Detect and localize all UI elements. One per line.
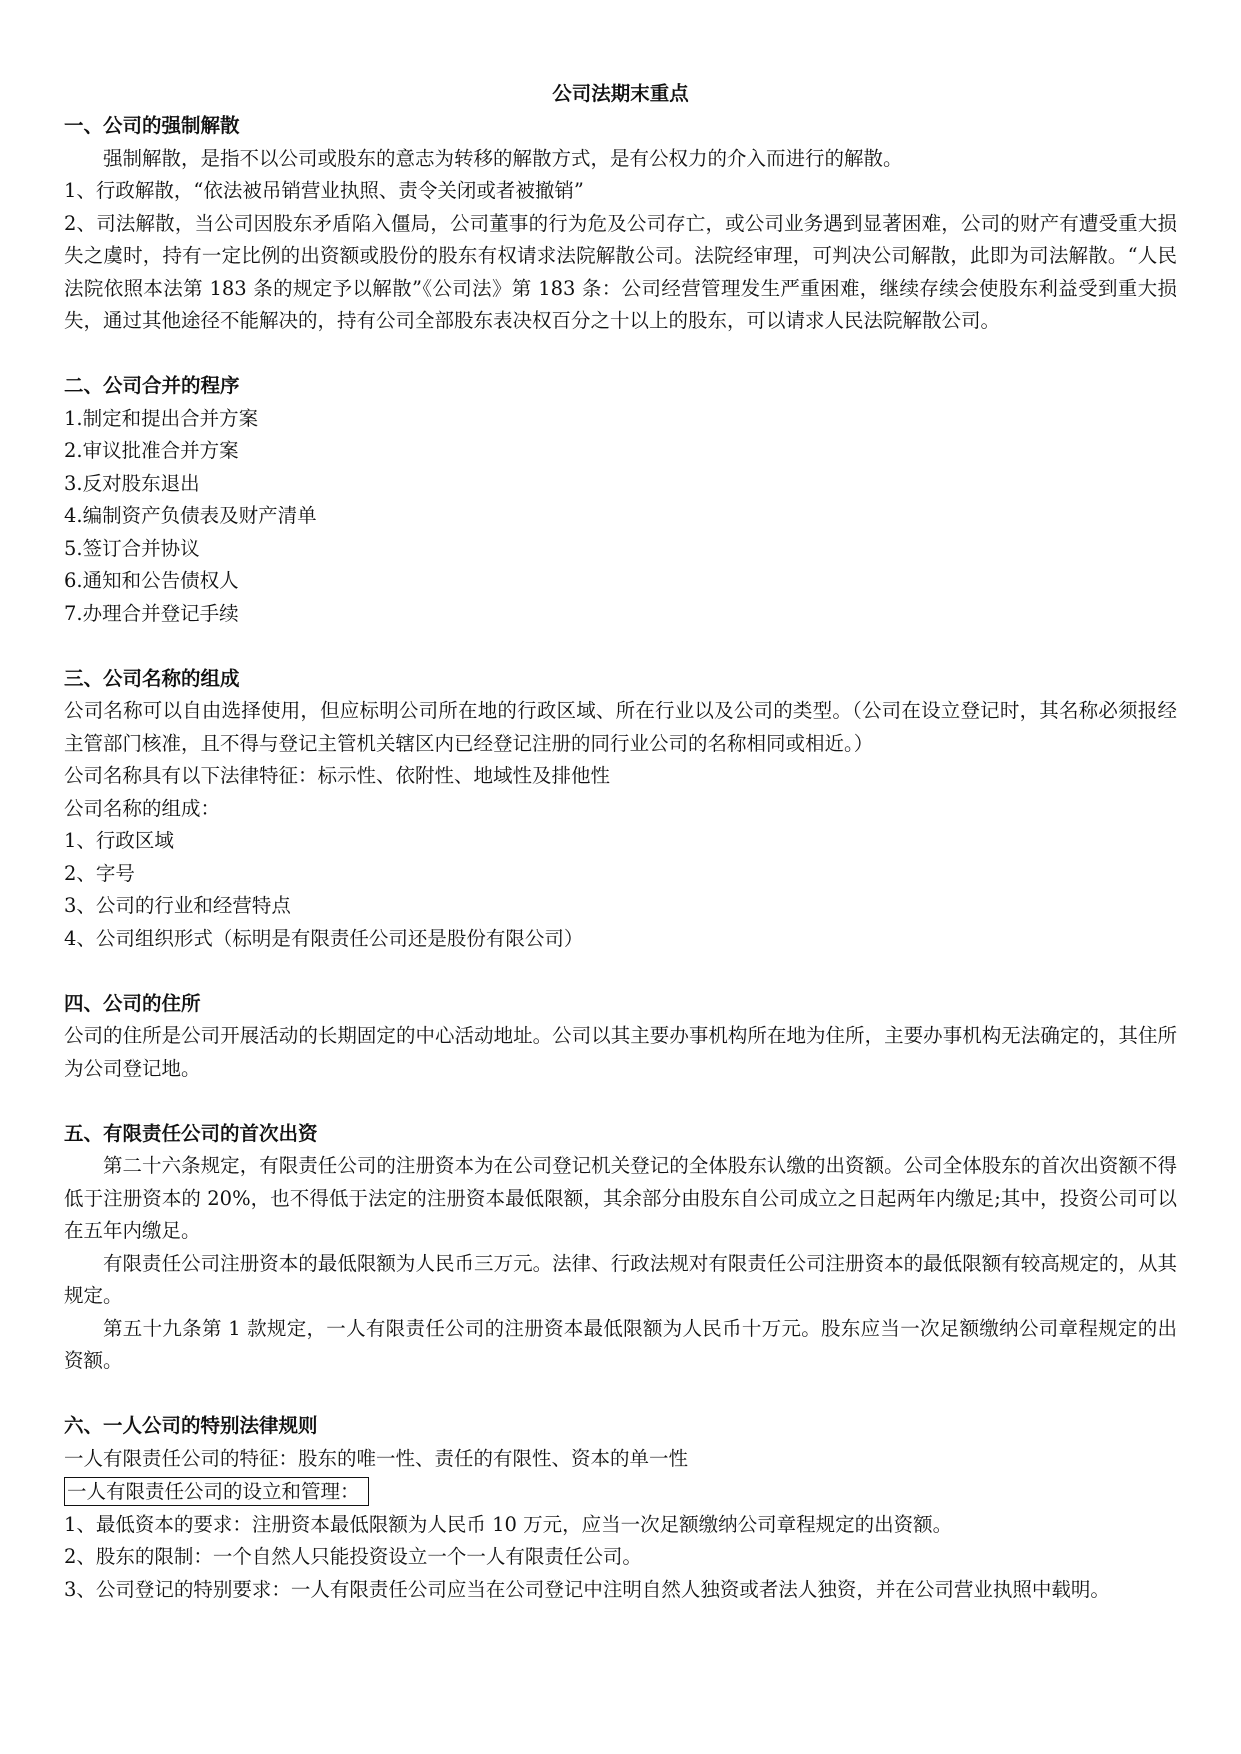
spacer bbox=[64, 630, 1177, 663]
list-item: 6.通知和公告债权人 bbox=[64, 569, 239, 592]
list-item: 3、公司登记的特别要求：一人有限责任公司应当在公司登记中注明自然人独资或者法人独资，并在公司营业执照中载明。 bbox=[64, 1577, 1110, 1601]
section-5-paragraph-2: 有限责任公司注册资本的最低限额为人民币三万元。法律、行政法规对有限责任公司注册资本的最低限额有较高规定的，从其规定。 bbox=[64, 1251, 1177, 1307]
section-3 bbox=[64, 663, 1177, 956]
list-item: 3、公司的行业和经营特点 bbox=[64, 894, 291, 917]
section-6-paragraph-1: 一人有限责任公司的特征：股东的唯一性、责任的有限性、资本的单一性 bbox=[64, 1446, 689, 1470]
list-item: 1.制定和提出合并方案 bbox=[64, 406, 259, 430]
spacer bbox=[64, 338, 1177, 371]
list-item: 2、股东的限制：一个自然人只能投资设立一个一人有限责任公司。 bbox=[64, 1545, 642, 1568]
section-5-paragraph-3: 第五十九条第 1 款规定，一人有限责任公司的注册资本最低限额为人民币十万元。股东应当一次足额缴纳公司章程规定的出资额。 bbox=[64, 1316, 1177, 1372]
list-item: 4、公司组织形式（标明是有限责任公司还是股份有限公司） bbox=[64, 926, 584, 950]
section-4-paragraph-1: 公司的住所是公司开展活动的长期固定的中心活动地址。公司以其主要办事机构所在地为住所，主要办事机构无法确定的，其住所为公司登记地。 bbox=[64, 1024, 1177, 1080]
section-1-paragraph-2: 1、行政解散，“依法被吊销营业执照、责令关闭或者被撤销” bbox=[64, 179, 584, 202]
document-title: 公司法期末重点 bbox=[552, 82, 689, 105]
list-item: 3.反对股东退出 bbox=[64, 471, 200, 495]
section-1 bbox=[64, 110, 1177, 338]
section-3-heading: 三、公司名称的组成 bbox=[64, 666, 240, 690]
spacer bbox=[64, 955, 1177, 988]
spacer bbox=[64, 1085, 1177, 1118]
list-item: 5.签订合并协议 bbox=[64, 536, 200, 560]
section-5 bbox=[64, 1118, 1177, 1378]
boxed-subheading: 一人有限责任公司的设立和管理： bbox=[64, 1477, 369, 1506]
list-item: 7.办理合并登记手续 bbox=[64, 601, 239, 625]
section-6 bbox=[64, 1410, 1177, 1606]
section-3-paragraph-2: 公司名称具有以下法律特征：标示性、依附性、地域性及排他性 bbox=[64, 764, 611, 787]
section-4-heading: 四、公司的住所 bbox=[64, 991, 201, 1015]
section-4 bbox=[64, 988, 1177, 1086]
list-item: 1、行政区域 bbox=[64, 829, 174, 852]
section-2-heading: 二、公司合并的程序 bbox=[64, 374, 240, 397]
list-item: 2、字号 bbox=[64, 861, 135, 885]
list-item: 2.审议批准合并方案 bbox=[64, 439, 239, 462]
list-item: 4.编制资产负债表及财产清单 bbox=[64, 504, 317, 527]
section-5-paragraph-1: 第二十六条规定，有限责任公司的注册资本为在公司登记机关登记的全体股东认缴的出资额。公司全体股东的首次出资额不得低于注册资本的 20%，也不得低于法定的注册资本最低限额，其余部分由股东自公司成立之日起两年内缴足;其中，投资公司可以在五年内缴足。 bbox=[64, 1154, 1177, 1242]
section-6-heading: 六、一人公司的特别法律规则 bbox=[64, 1414, 318, 1437]
section-6-boxed-row bbox=[64, 1475, 1177, 1509]
section-1-paragraph-1: 强制解散，是指不以公司或股东的意志为转移的解散方式，是有公权力的介入而进行的解散。 bbox=[103, 146, 903, 170]
section-5-heading: 五、有限责任公司的首次出资 bbox=[64, 1121, 318, 1145]
section-1-heading: 一、公司的强制解散 bbox=[64, 114, 240, 137]
spacer bbox=[64, 1378, 1177, 1411]
section-1-paragraph-3: 2、司法解散，当公司因股东矛盾陷入僵局，公司董事的行为危及公司存亡，或公司业务遇到显著困难，公司的财产有遭受重大损失之虞时，持有一定比例的出资额或股份的股东有权请求法院解散公司。法院经审理，可判决公司解散，此即为司法解散。“人民法院依照本法第 183 条的规定予以解散”《公司法》第 183 条：公司经营管理发生严重困难，继续存续会使股东利益受到重大损失，通过其他途径不能解决的，持有公司全部股东表决权百分之十以上的股东，可以请求人民法院解散公司。 bbox=[64, 211, 1177, 332]
section-3-paragraph-1: 公司名称可以自由选择使用，但应标明公司所在地的行政区域、所在行业以及公司的类型。（公司在设立登记时，其名称必须报经主管部门核准，且不得与登记主管机关辖区内已经登记注册的同行业公司的名称相同或相近。） bbox=[64, 699, 1177, 755]
section-3-paragraph-3: 公司名称的组成： bbox=[64, 796, 221, 820]
section-2 bbox=[64, 370, 1177, 630]
list-item: 1、最低资本的要求：注册资本最低限额为人民币 10 万元，应当一次足额缴纳公司章程规定的出资额。 bbox=[64, 1512, 953, 1536]
